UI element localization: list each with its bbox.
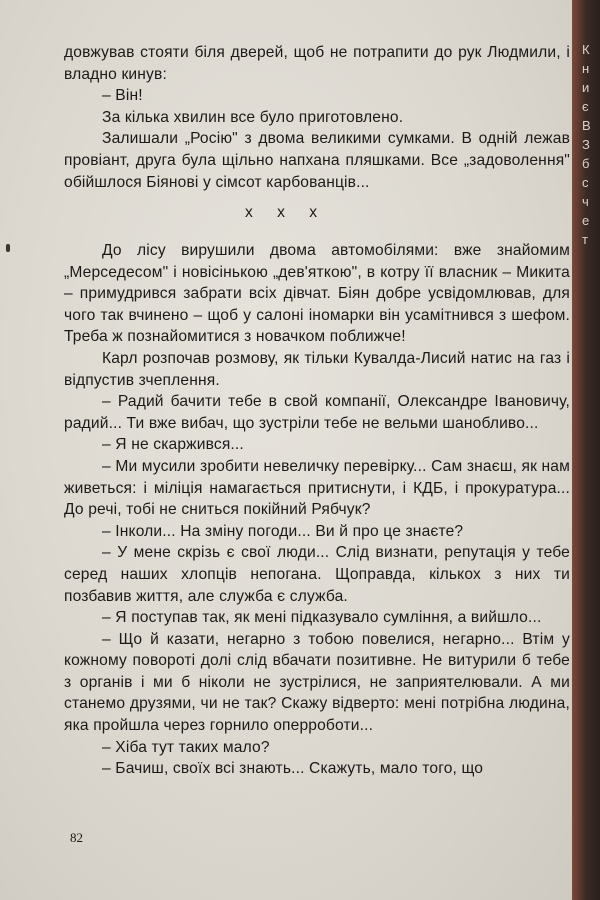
text-block-main — [64, 240, 570, 780]
paragraph: – Радий бачити тебе в свой компанії, Олександре Івановичу, радий... Ти вже вибач, що зустріли тебе не вельми шанобливо... — [64, 393, 570, 432]
paragraph: – У мене скрізь є свої люди... Слід визнати, репутація у тебе серед наших хлопців непогана. Щоправда, кількох з них ти позбавив життя, але служба є служба. — [64, 544, 570, 605]
edge-letter: и — [582, 80, 590, 95]
edge-letter: В — [582, 118, 591, 133]
paragraph: Карл розпочав розмову, як тільки Кувалда-Лисий натис на газ і відпустив зчеплення. — [64, 349, 570, 389]
paragraph: довжував стояти біля дверей, щоб не потрапити до рук Людмили, і владно кинув: — [64, 44, 570, 83]
paragraph: – Я не скаржився... — [102, 436, 244, 454]
paragraph: – Ми мусили зробити невеличку перевірку... Сам знаєш, як нам живеться: і міліція намагається притиснути, і КДБ, і прокуратура... До речі, тобі не сниться покійний Рябчук? — [64, 457, 570, 519]
paragraph: – Інколи... На зміну погоди... Ви й про це знаєте? — [102, 522, 464, 540]
paragraph: – Він! — [102, 87, 143, 105]
paragraph: До лісу вирушили двома автомобілями: вже знайомим „Мерседесом" і новісінькою „дев'яткою", в котру її власник – Микита – примудрився забрати всіх дівчат. Біян добре усвідомлював, для чого так вчинено – щоб у салоні іномарки він усамітнився з шефом. Треба ж познайомитися з новачком поближче! — [64, 242, 570, 346]
edge-letter: с — [582, 175, 589, 190]
edge-letter: З — [582, 137, 590, 152]
edge-letter: б — [582, 156, 590, 171]
ink-speck — [6, 244, 10, 252]
paragraph: – Що й казати, негарно з тобою повелися, негарно... Втім у кожному повороті долі слід вбачати позитивне. Не витурили б тебе з органів і ми б ніколи не зустрілися, не заприятелювали. А ми станемо друзями, чи не так? Скажу відверто: мені потрібна людина, яка пройшла через горнило оперроботи... — [64, 630, 570, 735]
edge-letter: н — [582, 61, 590, 76]
paragraph: – Хіба тут таких мало? — [102, 738, 270, 756]
edge-letter: К — [582, 42, 590, 57]
facing-page-edge — [582, 40, 600, 249]
paragraph: – Бачиш, своїх всі знають... Скажуть, мало того, що — [102, 760, 484, 778]
text-block-top — [64, 42, 570, 193]
paragraph: – Я поступав так, як мені підказувало сумління, а вийшло... — [102, 609, 542, 627]
edge-letter: т — [582, 232, 588, 247]
page-number: 82 — [70, 830, 83, 845]
paragraph: За кілька хвилин все було приготовлено. — [102, 108, 404, 126]
edge-letter: е — [582, 213, 590, 228]
edge-letter: є — [582, 99, 589, 114]
edge-letter: ч — [582, 194, 589, 209]
paragraph: Залишали „Росію" з двома великими сумками. В одній лежав провіант, друга була щільно напхана пляшками. Все „задоволення" обійшлося Біянові у сімсот карбованців... — [64, 130, 570, 191]
section-separator: x x x — [244, 204, 328, 221]
